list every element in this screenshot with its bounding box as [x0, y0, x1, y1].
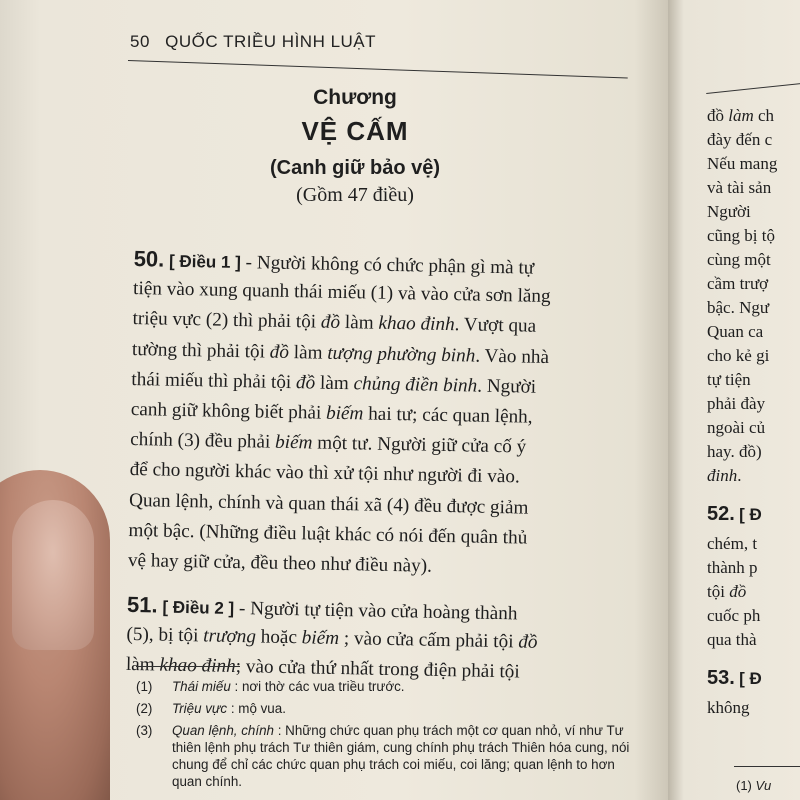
article-number: 53. — [707, 667, 735, 689]
right-text-line — [707, 344, 800, 368]
text-run: đinh — [707, 466, 738, 485]
text-run: tường thì phải tội — [131, 338, 270, 363]
text-run: qua thà — [707, 630, 757, 649]
text-run: tiện vào xung quanh thái miếu (1) và vào cửa sơn lăng — [132, 278, 551, 308]
right-text-line — [707, 368, 800, 392]
right-article-heading — [707, 502, 800, 532]
right-page-text — [707, 104, 800, 720]
italic-term: biếm — [301, 627, 340, 650]
article-label: [ Điều 1 ] — [168, 251, 242, 273]
right-text-line — [707, 128, 800, 152]
text-run: một tư. Người giữ cửa cố ý — [312, 432, 527, 458]
right-text-line — [707, 440, 800, 464]
right-text-line — [707, 296, 800, 320]
text-run: Nếu mang — [707, 154, 778, 173]
right-text-line — [707, 248, 800, 272]
footnote-body — [172, 700, 636, 717]
footnote-text: : nơi thờ các vua triều trước. — [230, 679, 405, 694]
text-run: . Vào nhà — [475, 345, 550, 368]
article-50 — [128, 244, 634, 586]
right-text-line — [707, 272, 800, 296]
footnote-text: : mộ vua. — [227, 701, 286, 716]
text-run: Quan ca — [707, 322, 764, 341]
right-text-line — [707, 224, 800, 248]
text-run: tội — [707, 582, 730, 601]
text-run: cùng một — [707, 250, 771, 269]
chapter-label: Chương — [313, 86, 397, 109]
article-label: [ Điều 2 ] — [162, 597, 235, 619]
text-run: thái miếu thì phải tội — [131, 368, 297, 393]
footnote-number: (3) — [136, 723, 153, 738]
right-footnote — [736, 778, 771, 793]
article-number: 52. — [707, 503, 735, 525]
footnote-text: : Những chức quan phụ trách một cơ quan nhỏ, ví như Tư thiên lệnh phụ trách Tư thiên giám, cung chính phụ trách Thiên hóa cung, nói chung để chỉ các chức quan phụ trách coi miếu, coi lăng; quan lệnh to hơn quan chính. — [172, 723, 630, 789]
footnote-term: Triệu vực — [172, 701, 228, 716]
text-run: ; vào cửa cấm phải tội — [338, 628, 519, 653]
footnote-item — [136, 678, 636, 695]
italic-term: biếm — [274, 431, 313, 454]
italic-term: đồ — [269, 341, 290, 363]
text-run: bậc. Ngư — [707, 298, 770, 317]
text-run: . Người — [477, 375, 537, 398]
italic-term: tượng phường binh — [327, 342, 476, 367]
chapter-heading — [160, 86, 550, 207]
right-footnote-num: (1) — [736, 778, 752, 793]
right-text-line — [707, 464, 800, 488]
right-footnote-rule — [734, 766, 800, 767]
right-footnote-term: Vu — [755, 778, 772, 793]
italic-term: biếm — [325, 402, 364, 425]
right-text-line — [707, 696, 800, 720]
text-run: canh giữ không biết phải — [130, 398, 327, 424]
text-run: - Người không có chức phận gì mà tự — [245, 252, 535, 279]
footnote-body — [172, 722, 636, 790]
italic-term: chủng điền binh — [353, 372, 478, 397]
right-article-heading — [707, 666, 800, 696]
text-run: Quan lệnh, chính và quan thái xã (4) đều được giảm — [128, 489, 529, 519]
text-run: không — [707, 698, 750, 717]
text-run: chính (3) đều phải — [130, 429, 276, 453]
text-run: tự tiện — [707, 370, 751, 389]
text-run: ngoài củ — [707, 418, 766, 437]
text-run: - Người tự tiện vào cửa hoàng thành — [238, 598, 518, 625]
right-text-line — [707, 392, 800, 416]
right-text-line — [707, 320, 800, 344]
text-run: vệ hay giữ cửa, đều theo như điều này). — [127, 549, 433, 577]
text-run: hai tư; các quan lệnh, — [363, 403, 533, 428]
chapter-article-count: (Gồm 47 điều) — [296, 184, 414, 206]
right-text-line — [707, 176, 800, 200]
text-run: cuốc ph — [707, 606, 761, 625]
text-run: để cho người khác vào thì xử tội như người đi vào. — [129, 459, 520, 488]
footnote-number: (2) — [136, 701, 153, 716]
chapter-subtitle: (Canh giữ bảo vệ) — [269, 157, 441, 179]
text-run: cũng bị tộ — [707, 226, 775, 245]
right-text-line — [707, 200, 800, 224]
text-run: đồ — [707, 106, 724, 125]
text-run: hoặc — [255, 626, 302, 649]
article-number: 50. — [133, 245, 165, 272]
text-run: cho kẻ gi — [707, 346, 770, 365]
article-label: [ Đ — [739, 669, 762, 688]
page-number: 50 — [130, 32, 150, 51]
text-run: làm — [125, 654, 160, 677]
footnote-number: (1) — [136, 679, 153, 694]
text-run: ch — [758, 106, 775, 125]
footnote-term: Thái miếu — [172, 679, 231, 694]
right-text-line — [707, 152, 800, 176]
right-text-line — [707, 416, 800, 440]
text-run: phải đày — [707, 394, 766, 413]
right-text-line — [707, 628, 800, 652]
right-text-line — [707, 532, 800, 556]
text-run: . Vượt qua — [454, 314, 537, 338]
right-text-line — [707, 104, 800, 128]
text-run: triệu vực (2) thì phải tội — [132, 308, 322, 333]
italic-term: đồ — [518, 631, 538, 654]
running-header — [130, 32, 668, 52]
footnote-item — [136, 722, 636, 790]
text-run: chém, t — [707, 534, 758, 553]
text-run: đày đến c — [707, 130, 773, 149]
right-text-line — [707, 604, 800, 628]
text-run: làm — [315, 372, 354, 394]
chapter-title: VỆ CẤM — [301, 116, 409, 146]
text-run: làm — [339, 312, 379, 335]
footnote-rule — [136, 666, 240, 667]
header-rule — [128, 60, 628, 78]
italic-term: đồ — [295, 371, 316, 394]
article-51 — [126, 590, 628, 690]
main-text — [126, 244, 634, 690]
right-text-line — [707, 556, 800, 580]
text-run: Người — [707, 202, 751, 221]
text-run: (5), bị tội — [126, 624, 204, 647]
running-title: QUỐC TRIỀU HÌNH LUẬT — [165, 32, 377, 51]
italic-term: trượng — [203, 625, 257, 648]
italic-term: khao đinh — [159, 655, 236, 678]
thumbnail-highlight — [12, 500, 94, 650]
footnote-term: Quan lệnh, chính — [172, 723, 274, 738]
article-label: [ Đ — [739, 505, 762, 524]
text-run: và tài sản — [707, 178, 772, 197]
text-run: hay. đồ) — [707, 442, 762, 461]
text-run: đồ — [729, 582, 747, 601]
text-run: . — [737, 466, 742, 485]
article-number: 51. — [126, 591, 158, 618]
footnote-body — [172, 678, 636, 695]
footnote-item — [136, 700, 636, 717]
right-text-line — [707, 580, 800, 604]
text-run: làm — [288, 341, 328, 364]
footnotes — [136, 678, 636, 795]
text-run: thành p — [707, 558, 758, 577]
text-run: một bậc. (Những điều luật khác có nói đến quân thủ — [128, 519, 528, 549]
italic-term: đồ — [320, 311, 341, 334]
text-run: làm — [724, 106, 758, 125]
text-run: cầm trượ — [707, 274, 769, 293]
italic-term: khao đinh — [378, 313, 455, 336]
text-run: ; vào cửa thứ nhất trong điện phải tội — [235, 656, 520, 683]
